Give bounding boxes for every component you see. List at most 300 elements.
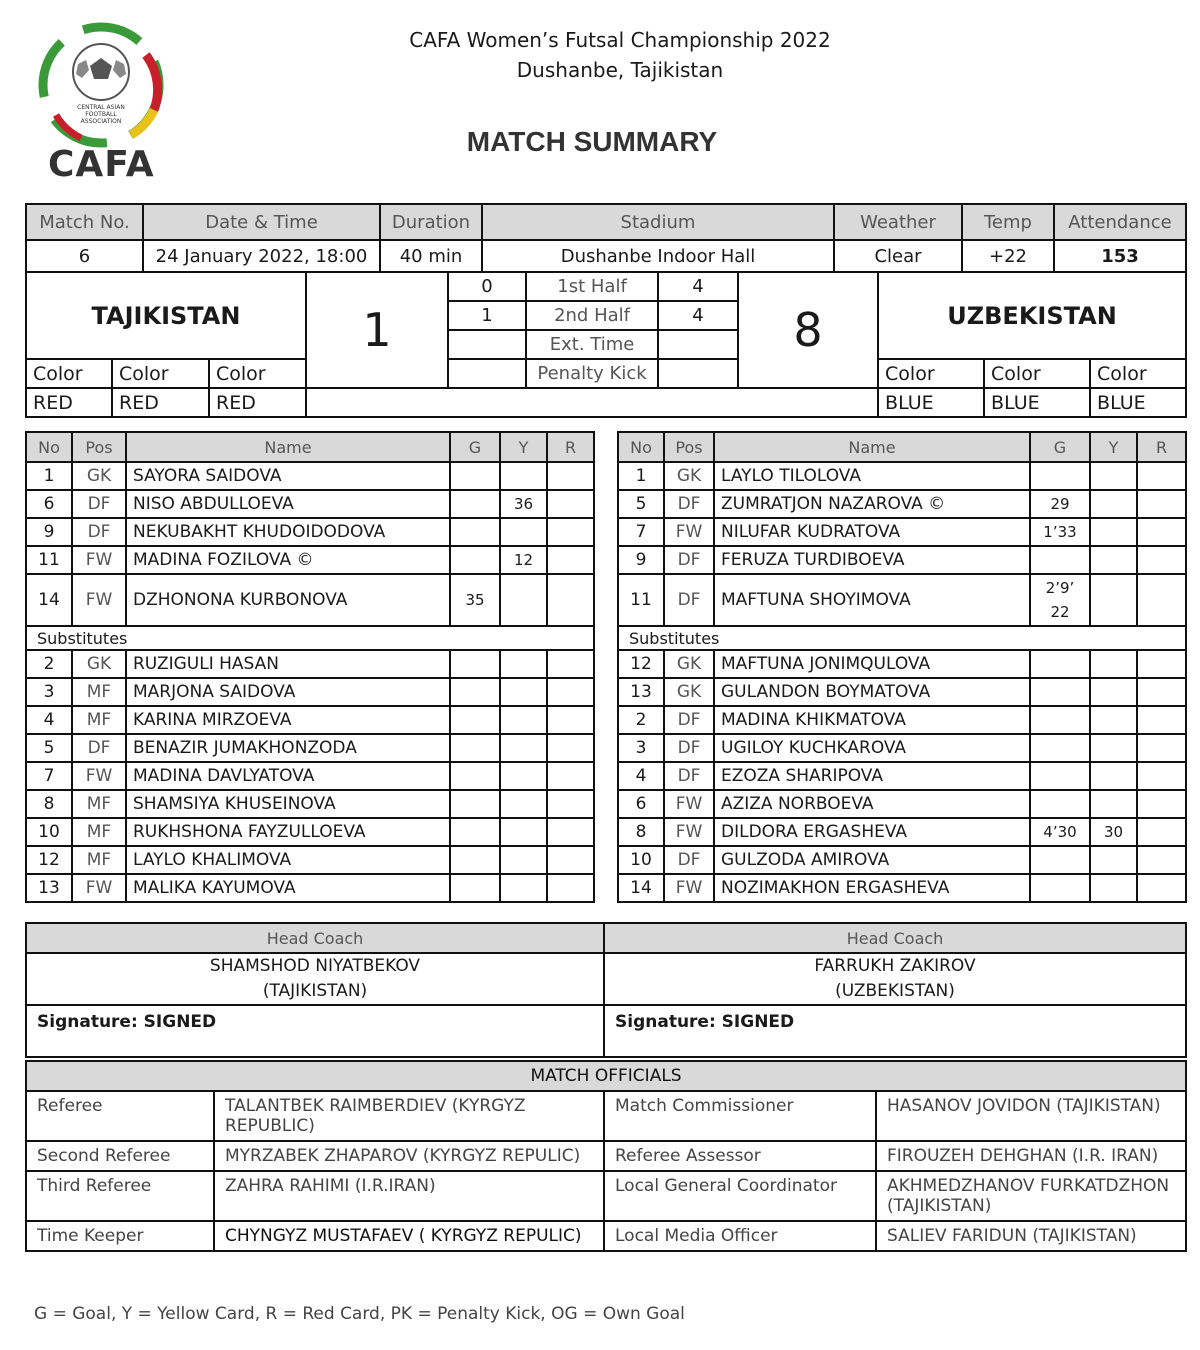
- home-sub-player-row: [26, 818, 594, 846]
- away-player-row: [618, 546, 1186, 574]
- player-pos: FW: [664, 818, 714, 846]
- home-sub-player-row: [26, 678, 594, 706]
- away-color-1: BLUE: [878, 388, 984, 417]
- player-y: [1090, 650, 1137, 678]
- page-title: MATCH SUMMARY: [466, 126, 718, 157]
- home-coach-name: SHAMSHOD NIYATBEKOV: [209, 956, 421, 976]
- player-no: 1: [26, 462, 72, 490]
- player-name: NOZIMAKHON ERGASHEVA: [714, 874, 1030, 902]
- player-g: 29: [1030, 490, 1090, 518]
- player-no: 10: [26, 818, 72, 846]
- player-y: [1090, 490, 1137, 518]
- col-name: Name: [126, 432, 450, 462]
- logo-small-text: CENTRAL ASIAN FOOTBALL ASSOCIATION: [77, 104, 125, 125]
- player-g: [450, 490, 500, 518]
- player-no: 9: [26, 518, 72, 546]
- player-pos: MF: [72, 818, 126, 846]
- player-g: [450, 846, 500, 874]
- player-y: [1090, 790, 1137, 818]
- player-no: 7: [618, 518, 664, 546]
- player-pos: GK: [664, 650, 714, 678]
- player-name: LAYLO TILOLOVA: [714, 462, 1030, 490]
- player-y: [1090, 546, 1137, 574]
- player-no: 2: [26, 650, 72, 678]
- player-no: 13: [618, 678, 664, 706]
- player-name: MAFTUNA JONIMQULOVA: [714, 650, 1030, 678]
- championship-location: Dushanbe, Tajikistan: [516, 58, 724, 82]
- official-name: CHYNGYZ MUSTAFAEV ( KYRGYZ REPULIC): [214, 1221, 604, 1251]
- player-no: 11: [618, 574, 664, 626]
- duration: 40 min: [380, 240, 482, 272]
- home-color-3: RED: [209, 388, 306, 417]
- player-name: AZIZA NORBOEVA: [714, 790, 1030, 818]
- player-name: NILUFAR KUDRATOVA: [714, 518, 1030, 546]
- period-home-1: 0: [448, 272, 526, 301]
- player-pos: MF: [72, 678, 126, 706]
- player-name: EZOZA SHARIPOVA: [714, 762, 1030, 790]
- home-player-row: [26, 518, 594, 546]
- label-attendance: Attendance: [1054, 204, 1186, 240]
- player-no: 14: [26, 574, 72, 626]
- player-g: [450, 678, 500, 706]
- player-r: [1137, 846, 1186, 874]
- player-pos: FW: [664, 790, 714, 818]
- player-y: [1090, 874, 1137, 902]
- player-pos: FW: [664, 518, 714, 546]
- player-y: [500, 574, 547, 626]
- away-coach: [604, 953, 1186, 1005]
- player-pos: GK: [72, 462, 126, 490]
- official-row: [26, 1221, 1186, 1251]
- away-sub-player-row: [618, 650, 1186, 678]
- official-role: Second Referee: [26, 1141, 214, 1171]
- official-role: Match Commissioner: [604, 1091, 876, 1141]
- player-y: [1090, 734, 1137, 762]
- player-r: [547, 762, 594, 790]
- home-sub-player-row: [26, 650, 594, 678]
- player-name: RUKHSHONA FAYZULLOEVA: [126, 818, 450, 846]
- player-no: 1: [618, 462, 664, 490]
- away-color-label-2: Color: [984, 359, 1090, 388]
- home-sub-player-row: [26, 706, 594, 734]
- official-name: MYRZABEK ZHAPAROV (KYRGYZ REPULIC): [214, 1141, 604, 1171]
- player-r: [1137, 650, 1186, 678]
- player-pos: GK: [72, 650, 126, 678]
- player-pos: DF: [664, 762, 714, 790]
- player-r: [1137, 462, 1186, 490]
- player-no: 6: [26, 490, 72, 518]
- player-y: 12: [500, 546, 547, 574]
- away-player-row: [618, 574, 1186, 626]
- footer-legend: G = Goal, Y = Yellow Card, R = Red Card, PK = Penalty Kick, OG = Own Goal: [34, 1304, 685, 1324]
- player-y: [500, 518, 547, 546]
- player-y: [1090, 462, 1137, 490]
- officials-title: MATCH OFFICIALS: [26, 1061, 1186, 1091]
- attendance: 153: [1054, 240, 1186, 272]
- player-g: [1030, 874, 1090, 902]
- home-sub-player-row: [26, 790, 594, 818]
- home-coach-signature: Signature: SIGNED: [26, 1005, 604, 1057]
- home-player-row: [26, 490, 594, 518]
- player-r: [547, 818, 594, 846]
- away-starters: [618, 432, 1186, 626]
- home-coach-label: Head Coach: [26, 923, 604, 953]
- player-name: RUZIGULI HASAN: [126, 650, 450, 678]
- player-name: NEKUBAKHT KHUDOIDODOVA: [126, 518, 450, 546]
- player-no: 12: [618, 650, 664, 678]
- away-subs-header: [618, 626, 1186, 650]
- player-name: MADINA DAVLYATOVA: [126, 762, 450, 790]
- player-g: [450, 650, 500, 678]
- official-name: TALANTBEK RAIMBERDIEV (KYRGYZ REPUBLIC): [214, 1091, 604, 1141]
- player-y: [500, 678, 547, 706]
- col-no: No: [618, 432, 664, 462]
- officials-rows: [26, 1061, 1186, 1251]
- player-no: 4: [618, 762, 664, 790]
- away-coach-country: (UZBEKISTAN): [835, 981, 955, 1001]
- player-y: [500, 734, 547, 762]
- substitutes-label: Substitutes: [618, 626, 1186, 650]
- home-subs-header: [26, 626, 594, 650]
- col-g: G: [450, 432, 500, 462]
- away-color-2: BLUE: [984, 388, 1090, 417]
- official-name: SALIEV FARIDUN (TAJIKISTAN): [876, 1221, 1186, 1251]
- player-pos: GK: [664, 462, 714, 490]
- home-sub-player-row: [26, 762, 594, 790]
- player-r: [547, 462, 594, 490]
- away-subs: [618, 650, 1186, 902]
- home-color-2: RED: [112, 388, 209, 417]
- player-no: 4: [26, 706, 72, 734]
- player-g: [450, 790, 500, 818]
- player-g: [450, 818, 500, 846]
- player-name: MADINA KHIKMATOVA: [714, 706, 1030, 734]
- temp: +22: [962, 240, 1054, 272]
- home-coach-country: (TAJIKISTAN): [262, 981, 368, 1001]
- home-sub-player-row: [26, 846, 594, 874]
- period-label-3: Ext. Time: [526, 330, 658, 359]
- player-r: [547, 518, 594, 546]
- player-r: [1137, 790, 1186, 818]
- weather: Clear: [834, 240, 962, 272]
- period-away-1: 4: [658, 272, 738, 301]
- officials-table: [25, 1060, 1187, 1252]
- away-color-label-3: Color: [1090, 359, 1186, 388]
- player-name: GULZODA AMIROVA: [714, 846, 1030, 874]
- player-y: [500, 650, 547, 678]
- player-y: 30: [1090, 818, 1137, 846]
- home-color-label-1: Color: [26, 359, 112, 388]
- label-duration: Duration: [380, 204, 482, 240]
- col-name: Name: [714, 432, 1030, 462]
- player-y: [1090, 678, 1137, 706]
- away-color-label-1: Color: [878, 359, 984, 388]
- match-no: 6: [26, 240, 143, 272]
- player-pos: DF: [664, 574, 714, 626]
- period-away-3: [658, 330, 738, 359]
- player-r: [547, 678, 594, 706]
- player-no: 9: [618, 546, 664, 574]
- player-pos: MF: [72, 846, 126, 874]
- player-g: [450, 734, 500, 762]
- player-g: [1030, 762, 1090, 790]
- away-coach-name: FARRUKH ZAKIROV: [814, 956, 976, 976]
- home-coach: [26, 953, 604, 1005]
- player-name: LAYLO KHALIMOVA: [126, 846, 450, 874]
- away-roster-table: [617, 431, 1187, 903]
- col-pos: Pos: [72, 432, 126, 462]
- player-g: 35: [450, 574, 500, 626]
- away-player-row: [618, 462, 1186, 490]
- player-y: [500, 846, 547, 874]
- official-name: AKHMEDZHANOV FURKATDZHON (TAJIKISTAN): [876, 1171, 1186, 1221]
- away-coach-label: Head Coach: [604, 923, 1186, 953]
- player-name: BENAZIR JUMAKHONZODA: [126, 734, 450, 762]
- player-no: 3: [26, 678, 72, 706]
- player-name: MADINA FOZILOVA ©: [126, 546, 450, 574]
- championship-title: CAFA Women’s Futsal Championship 2022: [409, 28, 831, 52]
- player-pos: FW: [72, 874, 126, 902]
- col-r: R: [1137, 432, 1186, 462]
- player-g: [1030, 546, 1090, 574]
- match-info-table: [25, 203, 1187, 273]
- player-pos: MF: [72, 790, 126, 818]
- player-pos: FW: [664, 874, 714, 902]
- player-pos: DF: [664, 490, 714, 518]
- player-y: [1090, 706, 1137, 734]
- player-g: [1030, 734, 1090, 762]
- player-no: 12: [26, 846, 72, 874]
- player-g: [450, 706, 500, 734]
- player-name: SHAMSIYA KHUSEINOVA: [126, 790, 450, 818]
- official-role: Local Media Officer: [604, 1221, 876, 1251]
- away-sub-player-row: [618, 818, 1186, 846]
- player-name: DILDORA ERGASHEVA: [714, 818, 1030, 846]
- player-pos: DF: [72, 734, 126, 762]
- logo-text: CAFA: [48, 144, 155, 185]
- stadium: Dushanbe Indoor Hall: [482, 240, 834, 272]
- away-player-row: [618, 490, 1186, 518]
- home-sub-player-row: [26, 874, 594, 902]
- player-no: 7: [26, 762, 72, 790]
- player-g: [1030, 846, 1090, 874]
- player-no: 2: [618, 706, 664, 734]
- date-time: 24 January 2022, 18:00: [143, 240, 380, 272]
- player-name: UGILOY KUCHKAROVA: [714, 734, 1030, 762]
- player-no: 14: [618, 874, 664, 902]
- period-away-4: [658, 359, 738, 388]
- player-r: [1137, 874, 1186, 902]
- period-label-2: 2nd Half: [526, 301, 658, 330]
- player-y: [500, 790, 547, 818]
- official-role: Referee: [26, 1091, 214, 1141]
- home-roster-table: [25, 431, 595, 903]
- away-sub-player-row: [618, 846, 1186, 874]
- player-r: [1137, 518, 1186, 546]
- player-g: [1030, 706, 1090, 734]
- player-g: [1030, 790, 1090, 818]
- player-y: [1090, 762, 1137, 790]
- official-name: ZAHRA RAHIMI (I.R.IRAN): [214, 1171, 604, 1221]
- col-g: G: [1030, 432, 1090, 462]
- player-g: [450, 874, 500, 902]
- player-g: [450, 518, 500, 546]
- player-g: 1’33: [1030, 518, 1090, 546]
- player-g: [1030, 678, 1090, 706]
- home-score: 1: [306, 272, 448, 388]
- player-r: [547, 650, 594, 678]
- home-starters: [26, 432, 594, 626]
- player-no: 13: [26, 874, 72, 902]
- player-name: DZHONONA KURBONOVA: [126, 574, 450, 626]
- period-home-3: [448, 330, 526, 359]
- label-stadium: Stadium: [482, 204, 834, 240]
- player-y: [1090, 518, 1137, 546]
- player-pos: DF: [72, 518, 126, 546]
- away-sub-player-row: [618, 762, 1186, 790]
- player-no: 8: [26, 790, 72, 818]
- player-r: [1137, 818, 1186, 846]
- player-pos: DF: [664, 846, 714, 874]
- player-y: [500, 874, 547, 902]
- player-g: [450, 546, 500, 574]
- player-no: 5: [26, 734, 72, 762]
- score-table: [25, 271, 1187, 418]
- player-pos: DF: [664, 546, 714, 574]
- home-subs: [26, 650, 594, 902]
- player-r: [1137, 490, 1186, 518]
- away-score: 8: [738, 272, 878, 388]
- home-player-row: [26, 574, 594, 626]
- period-home-4: [448, 359, 526, 388]
- label-temp: Temp: [962, 204, 1054, 240]
- player-no: 11: [26, 546, 72, 574]
- col-r: R: [547, 432, 594, 462]
- player-g: [1030, 462, 1090, 490]
- coaches-table: [25, 922, 1187, 1058]
- official-role: Local General Coordinator: [604, 1171, 876, 1221]
- col-y: Y: [1090, 432, 1137, 462]
- home-color-1: RED: [26, 388, 112, 417]
- player-y: [500, 462, 547, 490]
- player-r: [1137, 734, 1186, 762]
- player-name: KARINA MIRZOEVA: [126, 706, 450, 734]
- player-y: [500, 818, 547, 846]
- home-color-label-3: Color: [209, 359, 306, 388]
- official-role: Time Keeper: [26, 1221, 214, 1251]
- home-sub-player-row: [26, 734, 594, 762]
- col-no: No: [26, 432, 72, 462]
- period-label-1: 1st Half: [526, 272, 658, 301]
- col-pos: Pos: [664, 432, 714, 462]
- period-home-2: 1: [448, 301, 526, 330]
- official-name: FIROUZEH DEHGHAN (I.R. IRAN): [876, 1141, 1186, 1171]
- player-r: [547, 874, 594, 902]
- player-pos: GK: [664, 678, 714, 706]
- player-r: [547, 490, 594, 518]
- away-color-3: BLUE: [1090, 388, 1186, 417]
- label-date-time: Date & Time: [143, 204, 380, 240]
- player-y: [1090, 574, 1137, 626]
- player-g: [1030, 650, 1090, 678]
- player-name: FERUZA TURDIBOEVA: [714, 546, 1030, 574]
- away-sub-player-row: [618, 734, 1186, 762]
- home-player-row: [26, 546, 594, 574]
- player-pos: DF: [72, 490, 126, 518]
- away-sub-player-row: [618, 874, 1186, 902]
- official-role: Third Referee: [26, 1171, 214, 1221]
- player-y: [1090, 846, 1137, 874]
- player-g: [450, 762, 500, 790]
- player-pos: FW: [72, 574, 126, 626]
- player-g: 2’9’ 22: [1030, 574, 1090, 626]
- player-r: [1137, 762, 1186, 790]
- player-no: 6: [618, 790, 664, 818]
- period-away-2: 4: [658, 301, 738, 330]
- player-y: [500, 706, 547, 734]
- player-no: 3: [618, 734, 664, 762]
- player-no: 8: [618, 818, 664, 846]
- player-pos: DF: [664, 734, 714, 762]
- player-r: [547, 846, 594, 874]
- player-name: GULANDON BOYMATOVA: [714, 678, 1030, 706]
- substitutes-label: Substitutes: [26, 626, 594, 650]
- away-team-name: UZBEKISTAN: [878, 272, 1186, 359]
- official-row: [26, 1141, 1186, 1171]
- home-team-name: TAJIKISTAN: [26, 272, 306, 359]
- label-weather: Weather: [834, 204, 962, 240]
- player-no: 5: [618, 490, 664, 518]
- player-name: MAFTUNA SHOYIMOVA: [714, 574, 1030, 626]
- player-r: [1137, 706, 1186, 734]
- player-pos: FW: [72, 546, 126, 574]
- player-r: [547, 790, 594, 818]
- player-r: [1137, 574, 1186, 626]
- official-row: [26, 1171, 1186, 1221]
- official-role: Referee Assessor: [604, 1141, 876, 1171]
- player-r: [547, 546, 594, 574]
- player-name: MALIKA KAYUMOVA: [126, 874, 450, 902]
- col-y: Y: [500, 432, 547, 462]
- home-player-row: [26, 462, 594, 490]
- player-r: [547, 574, 594, 626]
- player-name: MARJONA SAIDOVA: [126, 678, 450, 706]
- away-sub-player-row: [618, 790, 1186, 818]
- player-g: [450, 462, 500, 490]
- player-g: 4’30: [1030, 818, 1090, 846]
- player-r: [1137, 678, 1186, 706]
- player-pos: MF: [72, 706, 126, 734]
- period-label-4: Penalty Kick: [526, 359, 658, 388]
- player-name: NISO ABDULLOEVA: [126, 490, 450, 518]
- player-y: 36: [500, 490, 547, 518]
- official-name: HASANOV JOVIDON (TAJIKISTAN): [876, 1091, 1186, 1141]
- player-name: ZUMRATJON NAZAROVA ©: [714, 490, 1030, 518]
- label-match-no: Match No.: [26, 204, 143, 240]
- color-row-spacer: [306, 388, 878, 417]
- player-no: 10: [618, 846, 664, 874]
- player-r: [547, 706, 594, 734]
- home-color-label-2: Color: [112, 359, 209, 388]
- player-r: [547, 734, 594, 762]
- player-r: [1137, 546, 1186, 574]
- away-coach-signature: Signature: SIGNED: [604, 1005, 1186, 1057]
- official-row: [26, 1091, 1186, 1141]
- player-y: [500, 762, 547, 790]
- away-player-row: [618, 518, 1186, 546]
- away-sub-player-row: [618, 678, 1186, 706]
- away-sub-player-row: [618, 706, 1186, 734]
